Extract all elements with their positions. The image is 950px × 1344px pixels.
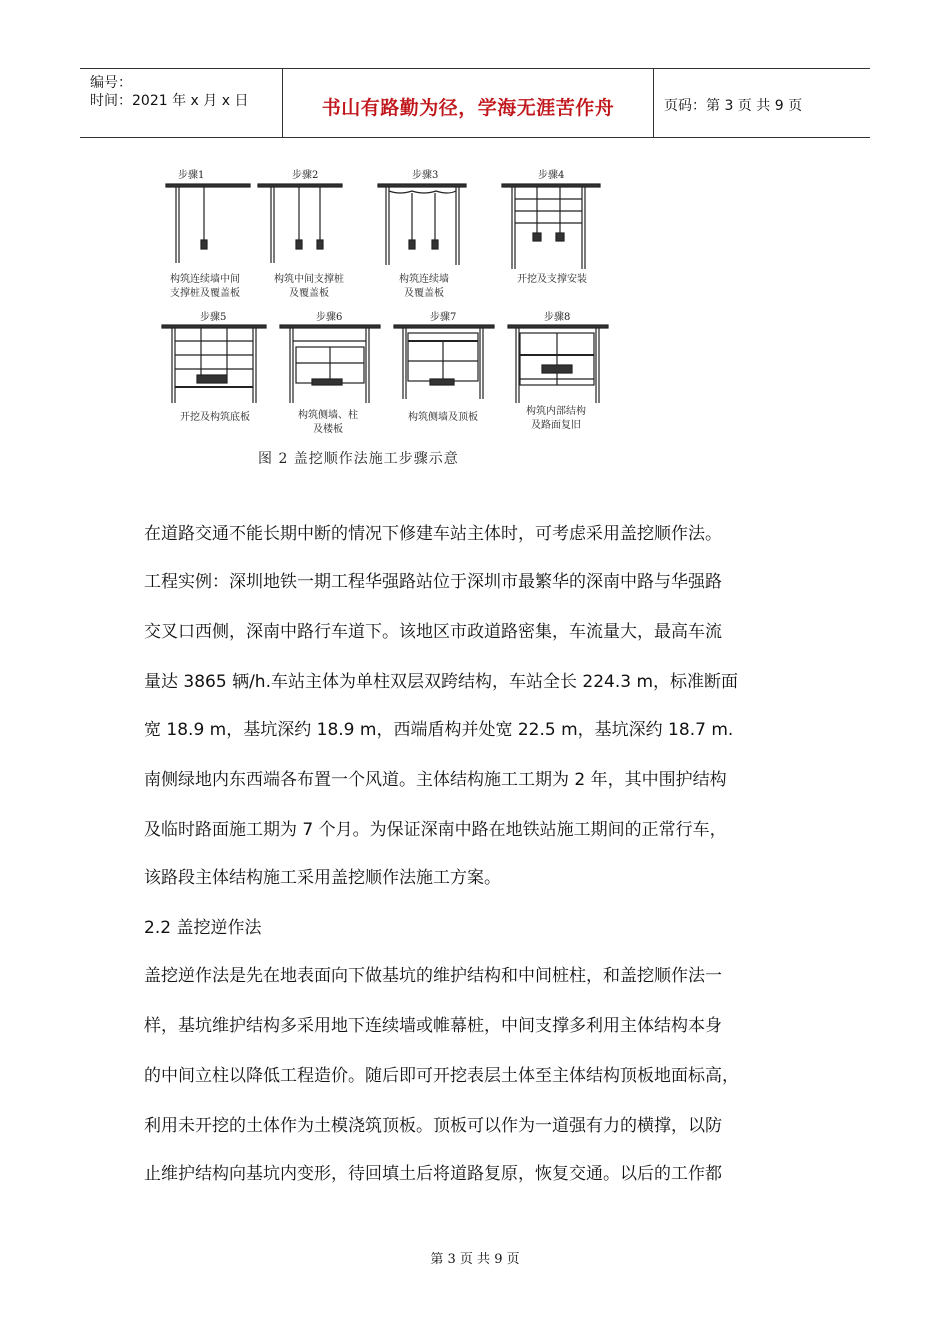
step-5-drawing [162,325,266,403]
header-meta-cell [80,69,283,137]
body-line: 利用未开挖的土体作为土模浇筑顶板。顶板可以作为一道强有力的横撑，以防 [144,1116,722,1136]
step-5-caption: 开挖及构筑底板 [180,412,250,423]
body-line: 样，基坑维护结构多采用地下连续墙或帷幕桩，中间支撑多利用主体结构本身 [144,1016,722,1036]
step-7-caption: 构筑侧墙及顶板 [408,412,478,423]
step-8-title: 步骤8 [544,312,571,323]
step-4-title: 步骤4 [538,170,565,181]
number-label: 编号： [90,75,132,91]
step-6-caption: 构筑侧墙、柱 及楼板 [298,410,358,435]
step-3-drawing [378,184,466,265]
page-label: 页码：第 3 页 共 9 页 [664,98,803,114]
header-motto-cell [283,69,654,137]
body-line: 的中间立柱以降低工程造价。随后即可开挖表层土体至主体结构顶板地面标高， [144,1066,739,1086]
construction-steps-figure [150,165,620,475]
body-line: 宽 18.9 m，基坑深约 18.9 m，西端盾构并处宽 22.5 m，基坑深约 18.7 m. [144,720,734,740]
body-line: 南侧绿地内东西端各布置一个风道。主体结构施工工期为 2 年，其中围护结构 [144,770,727,790]
step-7-drawing [394,325,494,399]
step-1-caption: 构筑连续墙中间 支撑桩及覆盖板 [170,274,240,299]
step-8-drawing [508,325,608,403]
body-line: 止维护结构向基坑内变形，待回填土后将道路复原，恢复交通。以后的工作都 [144,1164,722,1184]
body-line: 量达 3865 辆/h.车站主体为单柱双层双跨结构，车站全长 224.3 m，标准断面 [144,672,739,692]
step-2-drawing [258,184,342,263]
step-3-title: 步骤3 [412,170,439,181]
figure-caption: 图 2 盖挖顺作法施工步骤示意 [258,451,459,467]
step-3-caption: 构筑连续墙 及覆盖板 [399,274,449,299]
motto: 书山有路勤为径，学海无涯苦作舟 [321,97,615,119]
body-line: 盖挖逆作法是先在地表面向下做基坑的维护结构和中间桩柱，和盖挖顺作法一 [144,966,722,986]
step-1-drawing [166,184,250,263]
page-footer: 第 3 页 共 9 页 [430,1252,520,1267]
body-line: 工程实例：深圳地铁一期工程华强路站位于深圳市最繁华的深南中路与华强路 [144,572,722,592]
step-1-title: 步骤1 [178,170,205,181]
step-4-drawing [502,184,600,269]
step-6-drawing [280,325,380,403]
body-line: 交叉口西侧，深南中路行车道下。该地区市政道路密集，车流量大，最高车流 [144,622,722,642]
step-6-title: 步骤6 [316,312,343,323]
step-2-title: 步骤2 [292,170,319,181]
section-heading: 2.2 盖挖逆作法 [144,918,262,938]
step-8-caption: 构筑内部结构 及路面复旧 [526,406,586,431]
step-2-caption: 构筑中间支撑桩 及覆盖板 [274,274,344,299]
body-line: 在道路交通不能长期中断的情况下修建车站主体时，可考虑采用盖挖顺作法。 [144,524,722,544]
step-5-title: 步骤5 [200,312,227,323]
date-label: 时间：2021 年 x 月 x 日 [90,93,249,109]
step-4-caption: 开挖及支撑安装 [517,274,587,285]
page-header [80,68,870,138]
step-7-title: 步骤7 [430,312,457,323]
body-line: 及临时路面施工期为 7 个月。为保证深南中路在地铁站施工期间的正常行车， [144,820,727,840]
body-line: 该路段主体结构施工采用盖挖顺作法施工方案。 [144,868,501,888]
